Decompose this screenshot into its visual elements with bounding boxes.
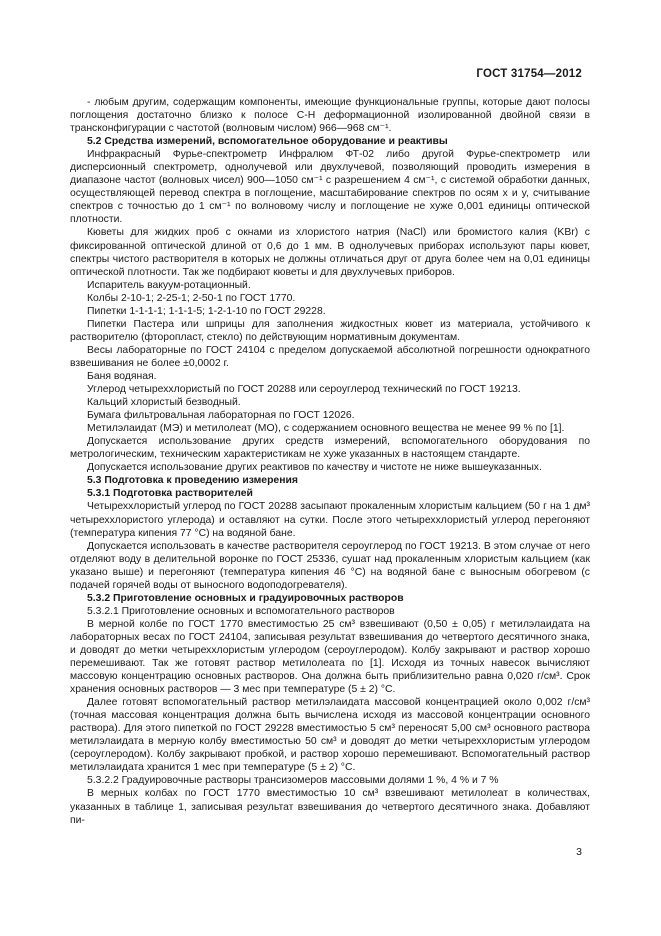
paragraph-water-bath: Баня водяная.: [87, 370, 157, 382]
paragraph-calcium: Кальций хлористый безводный.: [87, 397, 241, 409]
subsection-heading-5-3-2-1: 5.3.2.1 Приготовление основных и вспомогательного растворов: [87, 605, 395, 617]
subsection-heading-5-3-2-2: 5.3.2.2 Градуировочные растворы трансизомеров массовыми долями 1 %, 4 % и 7 %: [87, 775, 499, 787]
paragraph-carbon-tetrachloride: Четыреххлористый углерод по ГОСТ 20288 засыпают прокаленным хлористым кальцием (50 г на 1 дм³ четыреххлористого углерода) и оставляют на сутки. После этого четыреххлористый углерод перегоняют (температура кипения 77 °С) на водяной бане.: [70, 501, 590, 539]
paragraph-cuvettes: Кюветы для жидких проб с окнами из хлористого натрия (NaCl) или бромистого калия (KBr) с фиксированной оптической длиной от 0,6 до 1 мм. В однолучевых приборах используют пары кювет, спектры чистого растворителя в которых не должны отличаться друг от друга более чем на 0,01 единицы оптической плотности. Так же подбирают кюветы и для двухлучевых приборов.: [70, 227, 590, 278]
section-heading-5-3-2: 5.3.2 Приготовление основных и градуировочных растворов: [87, 592, 404, 604]
paragraph-other-instruments: Допускается использование других средств измерений, вспомогательного оборудования по метрологическим, техническим характеристикам не хуже указанных в настоящем стандарте.: [70, 436, 590, 461]
paragraph-auxiliary-solution: Далее готовят вспомогательный раствор метилэлаидата массовой концентрацией около 0,002 г/см³ (точная массовая концентрация должна быть вычислена исходя из массовой концентрации основного раствора). Для этого пипеткой по ГОСТ 29228 вместимостью 5 см³ переносят 5,00 см³ основного раствора метилэлаидата в мерную колбу вместимостью 50 см³ и доводят до метки четыреххлористым углеродом (сероуглеродом). Колбу закрывают пробкой, и раствор хорошо перемешивают. Вспомогательный раствор метилэлаидата хранится 1 мес при температуре (5 ± 2) °С.: [70, 697, 590, 774]
paragraph-pipettes: Пипетки 1-1-1-1; 1-1-1-5; 1-2-1-10 по ГОСТ 29228.: [87, 305, 326, 317]
standard-header: ГОСТ 31754—2012: [476, 68, 582, 80]
section-heading-5-3-1: 5.3.1 Подготовка растворителей: [87, 488, 253, 500]
paragraph-filter-paper: Бумага фильтровальная лабораторная по ГОСТ 12026.: [87, 410, 355, 422]
paragraph-other-reagents: Допускается использование других реактивов по качеству и чистоте не ниже вышеуказанных.: [87, 462, 542, 474]
paragraph-pasteur-pipettes: Пипетки Пастера или шприцы для заполнения жидкостных кювет из материала, устойчивого к растворителю (фторопласт, стекло) по действующим нормативным документам.: [70, 318, 590, 343]
paragraph-scales: Весы лабораторные по ГОСТ 24104 с пределом допускаемой абсолютной погрешности однократного взвешивания не более ±0,0002 г.: [70, 344, 590, 369]
paragraph-methyl-elaidate: Метилэлаидат (МЭ) и метилолеат (МО), с содержанием основного вещества не менее 99 % по [1].: [87, 423, 565, 435]
paragraph-spectrometer: Инфракрасный Фурье-спектрометр Инфралюм ФТ-02 либо другой Фурье-спектрометр или дисперсионный спектрометр, однолучевой или двухлучевой, позволяющий проводить измерения в диапазоне частот (волновых чисел) 900—1050 см⁻¹ с разрешением 4 см⁻¹, с системой обработки данных, осуществляющей перевод спектра в поглощение, масштабирование спектров по осям x и y, считывание спектров с точностью до 1 см⁻¹ по волновому числу и поглощение не хуже 0,001 единицы оптической плотности.: [70, 149, 590, 226]
page-number: 3: [576, 846, 582, 858]
paragraph-carbon-disulfide: Допускается использовать в качестве растворителя сероуглерод по ГОСТ 19213. В этом случае от него отделяют воду в делительной воронке по ГОСТ 25336, сушат над прокаленным хлористым кальцием (как указано выше) и перегоняют (температура кипения 46 °С) на водяной бане с выносным обогревом (с подачей горячей воды от выносного водоподогревателя).: [70, 540, 590, 591]
paragraph-flasks: Колбы 2-10-1; 2-25-1; 2-50-1 по ГОСТ 1770.: [87, 292, 296, 304]
section-heading-5-3: 5.3 Подготовка к проведению измерения: [87, 475, 298, 487]
paragraph-calibration-flasks: В мерных колбах по ГОСТ 1770 вместимостью 10 см³ взвешивают метилолеат в количествах, указанных в таблице 1, записывая результат взвешивания до четвертого десятичного знака. Добавляют пи-: [70, 788, 590, 826]
document-body: [70, 96, 590, 827]
section-heading-5-2: 5.2 Средства измерений, вспомогательное оборудование и реактивы: [87, 136, 448, 148]
paragraph-carbon: Углерод четыреххлористый по ГОСТ 20288 или сероуглерод технический по ГОСТ 19213.: [87, 384, 521, 396]
paragraph-list-item: - любым другим, содержащим компоненты, имеющие функциональные группы, которые дают полосы поглощения достаточно близко к полосе С-Н деформационной изолированной двойной связи в трансконфигурации с частотой (волновым числом) 966—968 см⁻¹.: [70, 97, 590, 135]
paragraph-evaporator: Испаритель вакуум-ротационный.: [87, 279, 251, 291]
paragraph-main-solutions: В мерной колбе по ГОСТ 1770 вместимостью 25 см³ взвешивают (0,50 ± 0,05) г метилэлаидата на лабораторных весах по ГОСТ 24104, записывая результат взвешивания до четвертого десятичного знака, и доводят до метки четыреххлористым углеродом (сероуглеродом). Колбу закрывают и раствор хорошо перемешивают. Так же готовят раствор метилолеата по [1]. Исходя из точных навесок вычисляют массовую концентрацию основных растворов. Она должна быть приблизительно равна 0,020 г/см³. Срок хранения основных растворов — 3 мес при температуре (5 ± 2) °С.: [70, 618, 590, 696]
